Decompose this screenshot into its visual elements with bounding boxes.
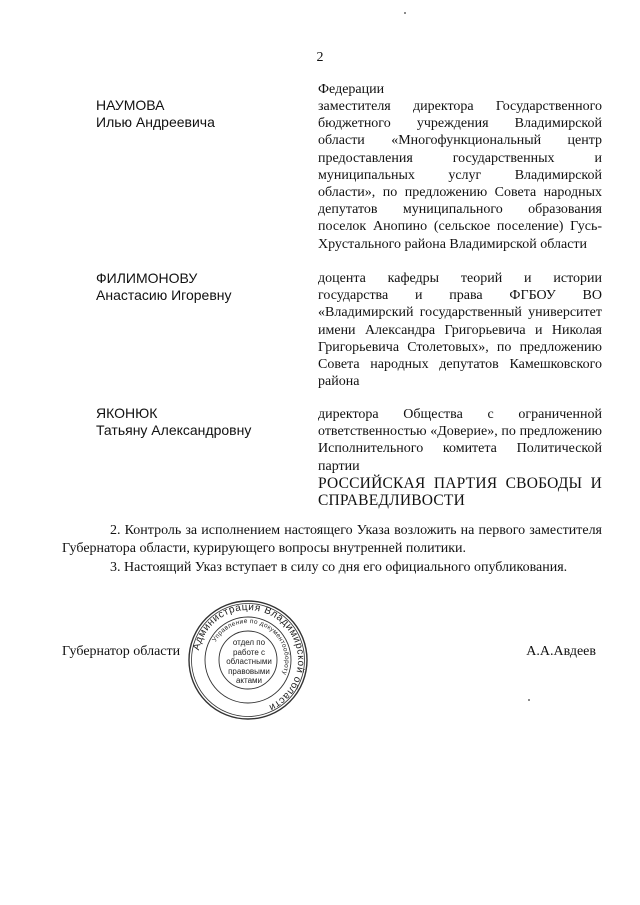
appointee-given-name: Илью Андреевича	[96, 114, 215, 130]
appointee-description-text: директора Общества с ограниченной ответственностью «Доверие», по предложению Исполнительного комитета Политической партии	[318, 407, 602, 474]
carryover-line: Федерации	[318, 82, 385, 97]
appointee-surname: ЯКОНЮК	[96, 405, 158, 421]
svg-text:Администрация Владимирской обл: Администрация Владимирской области	[191, 601, 307, 714]
appointee-name	[96, 97, 215, 131]
appointee-description	[318, 406, 602, 509]
stamp-center-text: отдел по работе с областными правовыми актами	[226, 638, 272, 685]
appointee-given-name: Анастасию Игоревну	[96, 287, 232, 303]
svg-text:Управление по документообороту: Управление по документообороту	[211, 617, 291, 676]
page-number: 2	[316, 50, 324, 65]
appointee-surname: ФИЛИМОНОВУ	[96, 270, 198, 286]
signatory-title: Губернатор области	[62, 644, 181, 659]
clause-3-paragraph: 3. Настоящий Указ вступает в силу со дня его официального опубликования.	[110, 560, 568, 575]
appointee-name	[96, 405, 251, 439]
appointee-name	[96, 270, 232, 304]
appointee-given-name: Татьяну Александровну	[96, 422, 252, 438]
clause-2-paragraph: 2. Контроль за исполнением настоящего Указа возложить на первого заместителя Губернатора области, курирующего вопросы внутренней политики.	[62, 523, 602, 556]
official-stamp	[186, 598, 310, 722]
appointee-description: доцента кафедры теорий и истории государства и права ФГБОУ ВО «Владимирский государственный университет имени Александра Григорьевича и Николая Григорьевича Столетовых», по предложению Совета народных депутатов Камешковского района	[318, 271, 602, 390]
scan-speck	[528, 699, 530, 701]
signatory-name: А.А.Авдеев	[526, 644, 596, 659]
scan-speck	[404, 12, 406, 14]
appointee-description: заместителя директора Государственного бюджетного учреждения Владимирской области «Многофункциональный центр предоставления государственных и муниципальных услуг Владимирской области», по предложению Совета народных депутатов муниципального образования поселок Анопино (сельское поселение) Гусь-Хрустального района Владимирской области	[318, 99, 602, 252]
party-name: РОССИЙСКАЯ ПАРТИЯ СВОБОДЫ И СПРАВЕДЛИВОСТИ	[318, 474, 602, 509]
appointee-surname: НАУМОВА	[96, 97, 165, 113]
